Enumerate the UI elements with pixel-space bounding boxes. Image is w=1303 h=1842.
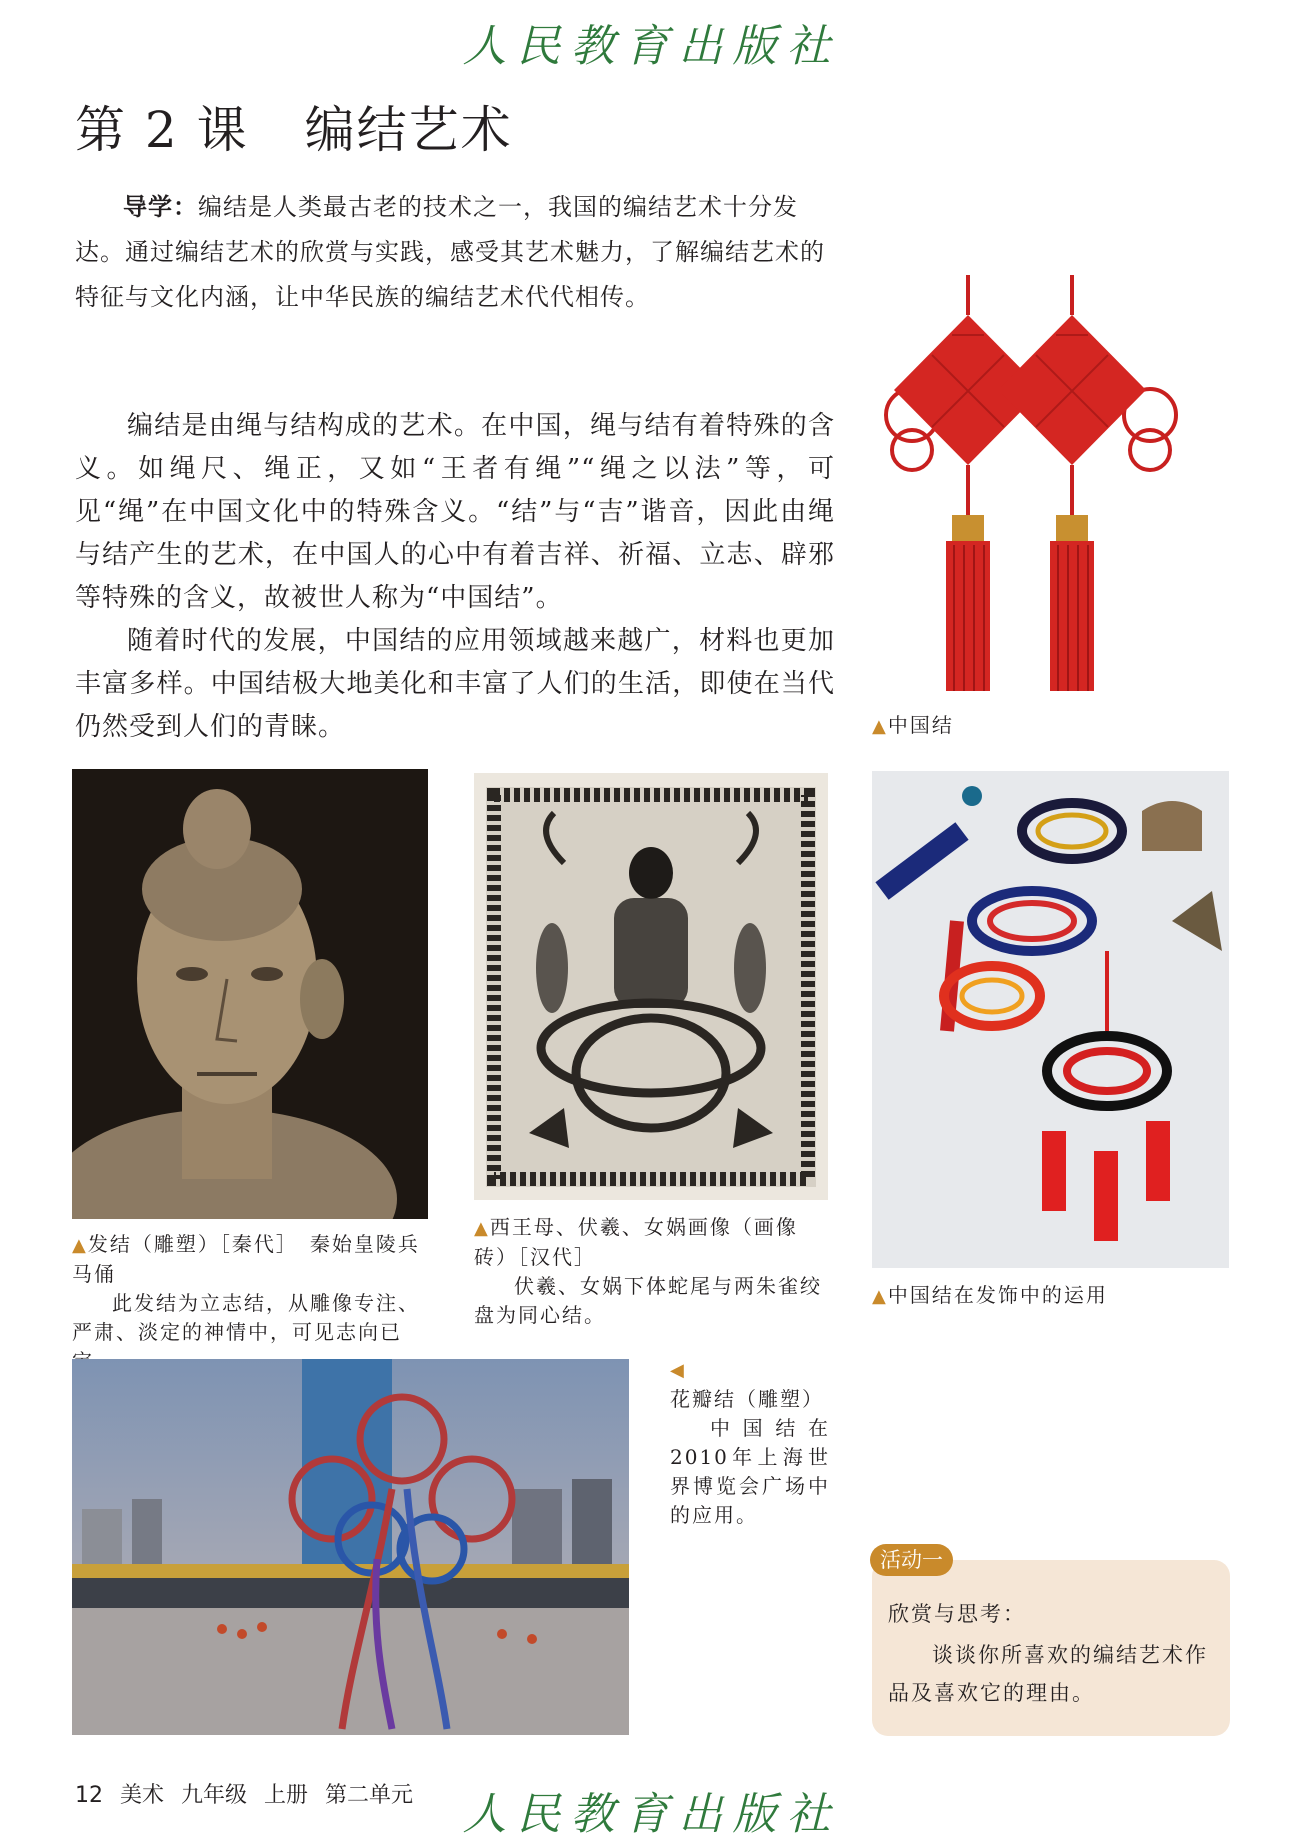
caption-title: 中国结: [887, 713, 954, 737]
caption-marker: ▲: [72, 1235, 88, 1256]
caption-desc: 伏羲、女娲下体蛇尾与两朱雀绞盘为同心结。: [474, 1274, 822, 1327]
caption-hair-knot: [72, 1230, 432, 1376]
caption-marker: ▲: [872, 1286, 888, 1307]
caption-chinese-knot: [872, 711, 954, 741]
activity-tag: 活动一: [870, 1544, 953, 1576]
activity-title: 欣赏与思考：: [888, 1602, 1026, 1626]
caption-brick: [474, 1213, 830, 1330]
caption-hair-ornament: [872, 1281, 1108, 1311]
footer-volume: 上册: [264, 1783, 309, 1808]
body-paragraph-1: 编结是由绳与结构成的艺术。在中国，绳与结有着特殊的含义。如绳尺、绳正，又如“王者有绳”“绳之以法”等，可见“绳”在中国文化中的特殊含义。“结”与“吉”谐音，因此由绳与结产生的艺术，在中国人的心中有着吉祥、祈福、立志、辟邪等特殊的含义，故被世人称为“中国结”。: [75, 411, 835, 613]
caption-petal-knot: [670, 1355, 830, 1530]
footer-grade: 九年级: [181, 1783, 248, 1808]
lesson-name: 编结艺术: [304, 101, 513, 159]
brick-rubbing-image: [474, 773, 828, 1200]
hair-ornament-image: [872, 771, 1229, 1268]
caption-title: 西王母、伏羲、女娲画像（画像砖）［汉代］: [474, 1215, 798, 1269]
intro-label: 导学：: [123, 193, 198, 221]
caption-marker: ▲: [872, 716, 888, 737]
footer-unit: 第二单元: [325, 1783, 414, 1808]
footer-subject: 美术: [120, 1783, 165, 1808]
intro-guide: [75, 185, 835, 320]
activity-text: 谈谈你所喜欢的编结艺术作品及喜欢它的理由。: [888, 1643, 1208, 1705]
body-paragraph-2: 随着时代的发展，中国结的应用领域越来越广，材料也更加丰富多样。中国结极大地美化和丰富了人们的生活，即使在当代仍然受到人们的青睐。: [75, 626, 835, 742]
caption-marker: ▲: [474, 1218, 490, 1239]
petal-knot-sculpture-image: [72, 1359, 629, 1735]
caption-title: 中国结在发饰中的运用: [887, 1283, 1108, 1307]
caption-desc: 此发结为立志结，从雕像专注、严肃、淡定的神情中，可见志向已: [72, 1291, 420, 1344]
publisher-logo-top: 人民教育出版社: [462, 21, 841, 72]
publisher-logo-bottom: 人民教育出版社: [462, 1789, 841, 1840]
chinese-knot-image: [872, 275, 1190, 699]
caption-marker: ◀: [670, 1360, 686, 1381]
lesson-title: [75, 90, 513, 162]
caption-desc: 中国结在2010年上海世界博览会广场中的应用。: [670, 1416, 830, 1527]
caption-title: 花瓣结（雕塑）: [670, 1387, 824, 1411]
caption-title: 发结（雕塑）［秦代］ 秦始皇陵兵马俑: [72, 1232, 420, 1286]
terracotta-warrior-image: [72, 769, 428, 1219]
page-number: 12: [75, 1783, 103, 1808]
intro-text: 编结是人类最古老的技术之一，我国的编结艺术十分发达。通过编结艺术的欣赏与实践，感受其艺术魅力，了解编结艺术的特征与文化内涵，让中华民族的编结艺术代代相传。: [75, 193, 825, 311]
lesson-number: 第 2 课: [75, 101, 249, 159]
body-text: [75, 405, 835, 749]
